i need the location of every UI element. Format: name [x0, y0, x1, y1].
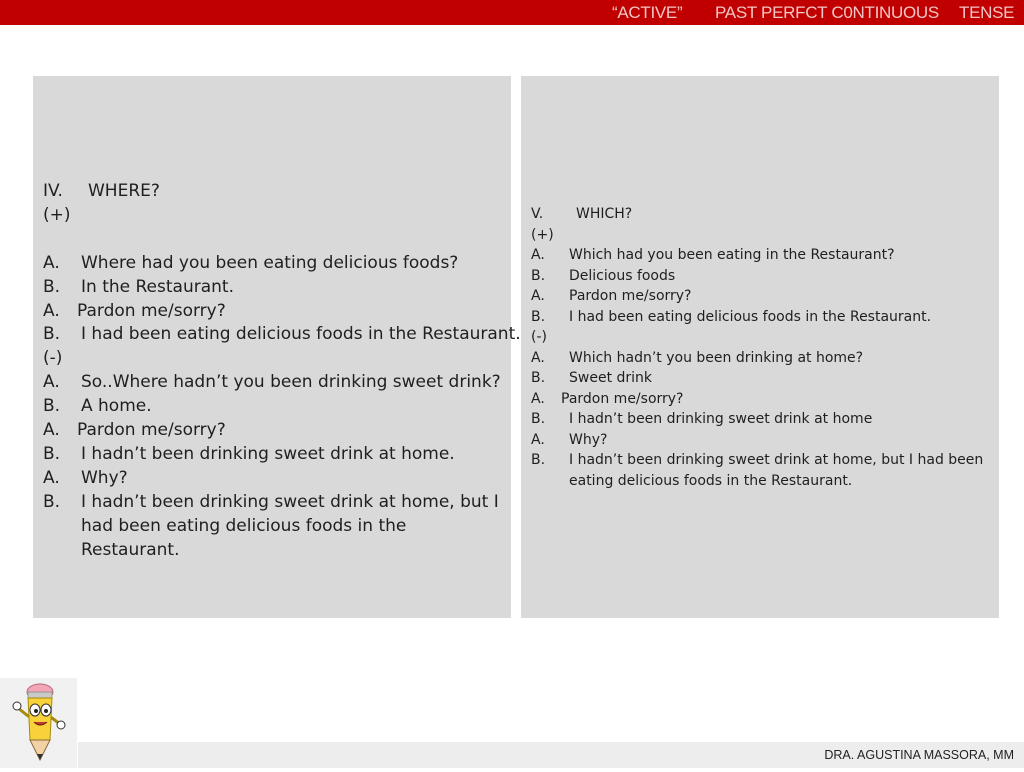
dialogue-line — [43, 395, 508, 419]
speaker-label: A. — [531, 390, 545, 407]
speaker-label: B. — [43, 324, 61, 345]
dialogue-line — [43, 323, 521, 347]
section-number: V. — [531, 206, 544, 222]
dialogue-line — [43, 300, 508, 324]
header-word-tense-name: PAST PERFCT C0NTINUOUS — [715, 3, 939, 22]
dialogue-line — [531, 368, 996, 389]
speaker-label: A. — [43, 467, 60, 488]
line-text: Delicious foods — [569, 267, 676, 284]
speaker-label: A. — [43, 300, 60, 321]
speaker-label: A. — [531, 349, 545, 366]
line-text: I hadn’t been drinking sweet drink at home. — [81, 443, 455, 464]
speaker-label: B. — [43, 396, 61, 417]
line-text: Pardon me/sorry? — [77, 420, 226, 441]
dialogue-line — [531, 245, 996, 266]
line-text: I hadn’t been drinking sweet drink at home, but I had been eating delicious foods in the Restaurant. — [569, 452, 984, 489]
dialogue-line — [531, 307, 996, 328]
section-heading — [531, 204, 996, 225]
spacer — [43, 228, 508, 252]
dialogue-line — [43, 443, 508, 467]
pencil-mascot-drawing — [0, 678, 77, 768]
where-panel — [33, 76, 521, 618]
dialogue-line — [43, 252, 508, 276]
which-panel — [521, 76, 999, 618]
author-credit: DRA. AGUSTINA MASSORA, MM — [824, 748, 1014, 762]
speaker-label: B. — [531, 411, 546, 427]
header-bar — [0, 0, 1024, 25]
line-text: Pardon me/sorry? — [77, 300, 226, 321]
dialogue-line — [43, 467, 508, 491]
dialogue-line — [531, 266, 996, 287]
speaker-label: B. — [531, 308, 546, 325]
dialogue-line — [531, 409, 996, 430]
line-text: Which hadn’t you been drinking at home? — [569, 349, 864, 366]
dialogue-line — [43, 419, 508, 443]
speaker-label: A. — [43, 420, 60, 441]
dialogue-line — [531, 286, 996, 307]
positive-marker: (+) — [43, 204, 71, 225]
speaker-label: A. — [531, 288, 545, 304]
positive-marker: (+) — [531, 226, 554, 243]
line-text: I hadn’t been drinking sweet drink at home — [569, 411, 873, 427]
speaker-label: A. — [43, 372, 60, 393]
speaker-label: A. — [531, 247, 545, 263]
speaker-label: B. — [531, 267, 546, 284]
line-text: A home. — [81, 396, 152, 417]
line-text: I had been eating delicious foods in the Restaurant. — [569, 308, 932, 325]
header-word-tense: TENSE — [959, 3, 1015, 22]
line-text: In the Restaurant. — [81, 276, 234, 297]
dialogue-line — [531, 450, 1019, 491]
negative-marker: (-) — [43, 348, 63, 369]
dialogue-line — [43, 371, 508, 395]
section-title: WHERE? — [88, 181, 160, 201]
pencil-mascot-icon — [0, 678, 77, 768]
line-text: Why? — [81, 467, 128, 488]
speaker-label: B. — [43, 443, 61, 464]
section-title: WHICH? — [576, 206, 633, 222]
dialogue-line — [531, 430, 996, 451]
negative-marker: (-) — [531, 329, 547, 345]
speaker-label: A. — [531, 431, 545, 448]
line-text: Which had you been eating in the Restaurant? — [569, 247, 895, 263]
speaker-label: B. — [43, 276, 61, 297]
dialogue-line — [43, 491, 501, 563]
line-text: So..Where hadn’t you been drinking sweet drink? — [81, 372, 501, 393]
section-heading — [43, 180, 508, 204]
speaker-label: B. — [43, 491, 61, 512]
speaker-label: B. — [531, 370, 546, 386]
section-number: IV. — [43, 181, 63, 201]
line-text: Why? — [569, 431, 608, 448]
header-word-active: “ACTIVE” — [612, 3, 683, 22]
line-text: I hadn’t been drinking sweet drink at home, but I had been eating delicious foods in the Restaurant. — [81, 491, 499, 560]
dialogue-line — [43, 276, 508, 300]
line-text: Sweet drink — [569, 370, 653, 386]
line-text: I had been eating delicious foods in the Restaurant. — [81, 324, 521, 345]
speaker-label: A. — [43, 252, 60, 273]
which-dialogue — [531, 204, 996, 491]
where-dialogue — [43, 180, 521, 562]
dialogue-line — [531, 348, 996, 369]
line-text: Pardon me/sorry? — [561, 390, 684, 407]
line-text: Where had you been eating delicious foods? — [81, 252, 459, 273]
line-text: Pardon me/sorry? — [569, 288, 692, 304]
speaker-label: B. — [531, 452, 546, 468]
dialogue-line — [531, 389, 996, 410]
